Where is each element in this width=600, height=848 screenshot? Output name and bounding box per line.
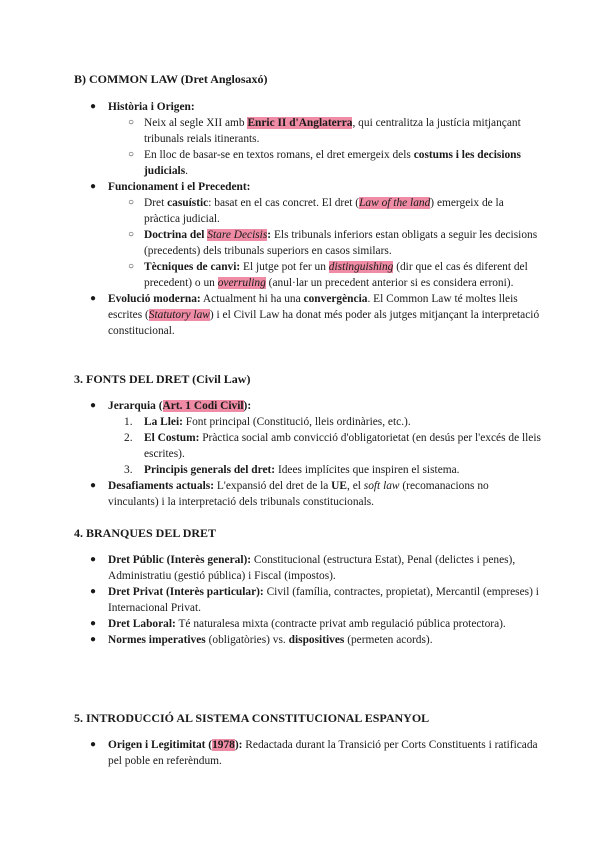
list-item-public-law (0, 552, 600, 584)
text-run: ) emergeix de la pràctica judicial. (144, 197, 504, 225)
text-run: Pràctica social amb convicció d'obligatorietat (en desús per l'excés de lleis escrites). (144, 432, 541, 460)
bold-term: UE (331, 480, 347, 492)
item-label: Història i Origen: (108, 101, 195, 113)
list-item-origin-legitimacy (0, 737, 600, 769)
bullet-icon: ● (90, 618, 97, 629)
bold-term: Normes imperatives (108, 634, 206, 646)
sublist-item-stare-decisis (0, 227, 600, 259)
text-run: Dret (144, 197, 168, 209)
item-label: Dret Públic (Interès general): (108, 554, 252, 566)
numbered-item-principles (0, 462, 600, 478)
list-item-private-law (0, 584, 600, 616)
list-item-challenges (0, 478, 600, 510)
text-run: . (185, 165, 189, 177)
text-run: Actualment hi ha una (200, 293, 304, 305)
bullet-icon: ● (90, 586, 97, 597)
bold-term: El Costum: (144, 432, 200, 444)
highlighted-term: distinguishing (328, 261, 394, 273)
bullet-icon: ● (90, 293, 97, 304)
list-item-modern-evolution (0, 291, 600, 339)
bold-term: Doctrina del (144, 229, 208, 241)
bullet-icon: ● (90, 181, 97, 192)
item-label: Jerarquia ( (108, 400, 163, 412)
text-run: ) i el Civil Law ha donat més poder als jutges mitjançant la interpretació constitucional. (108, 309, 540, 337)
item-label: ): (234, 739, 243, 751)
section-heading-common-law: B) COMMON LAW (Dret Anglosaxó) (74, 72, 268, 86)
list-number: 2. (124, 432, 133, 444)
section-heading-fonts: 3. FONTS DEL DRET (Civil Law) (74, 372, 251, 386)
text-run: , qui centralitza la justícia mitjançant tribunals reials itinerants. (144, 117, 521, 145)
bullet-icon: ● (90, 739, 97, 750)
list-number: 3. (124, 464, 133, 476)
text-run: Font principal (Constitució, lleis ordinàries, etc.). (182, 416, 411, 428)
item-label: Dret Laboral: (108, 618, 176, 630)
item-label: Funcionament i el Precedent: (108, 181, 251, 193)
bold-term: : (267, 229, 272, 241)
bullet-icon: ● (90, 634, 97, 645)
bold-term: Tècniques de canvi: (144, 261, 241, 273)
text-run: En lloc de basar-se en textos romans, el dret emergeix dels (144, 149, 414, 161)
text-run: L'expansió del dret de la (213, 480, 332, 492)
text-run: , el (347, 480, 364, 492)
sublist-item-change-techniques (0, 259, 600, 291)
text-run: Redactada durant la Transició per Corts Constituents i ratificada pel poble en referèndum. (108, 739, 538, 767)
sublist-item-origin (0, 115, 600, 147)
circle-bullet-icon: ○ (128, 149, 135, 160)
text-run: (anul·lar un precedent anterior si es considera erroni). (265, 277, 514, 289)
list-item-precedent (0, 179, 600, 195)
list-number: 1. (124, 416, 133, 428)
item-label: Evolució moderna: (108, 293, 201, 305)
fonts-list (0, 398, 600, 510)
bold-term: Principis generals del dret: (144, 464, 276, 476)
constitutional-list (0, 737, 600, 769)
highlighted-name: Enric II d'Anglaterra (247, 117, 353, 129)
circle-bullet-icon: ○ (128, 229, 135, 240)
circle-bullet-icon: ○ (128, 117, 135, 128)
highlighted-term: Law of the land (359, 197, 431, 209)
item-label: Desafiaments actuals: (108, 480, 214, 492)
bullet-icon: ● (90, 101, 97, 112)
text-run: (permeten acords). (344, 634, 433, 646)
section-heading-branches: 4. BRANQUES DEL DRET (74, 526, 217, 540)
list-item-labour-law (0, 616, 600, 632)
highlighted-term: overruling (217, 277, 266, 289)
bold-term: dispositives (288, 634, 345, 646)
bold-term: casuístic (167, 197, 209, 209)
bold-term: costums i les decisions judicials (144, 149, 521, 177)
text-run: Neix al segle XII amb (144, 117, 248, 129)
sublist-item-casuistic (0, 195, 600, 227)
list-item-hierarchy (0, 398, 600, 414)
numbered-item-custom (0, 430, 600, 462)
text-run: (dir que el cas és diferent del precedent) o un (144, 261, 528, 289)
highlighted-term: Stare Decisis (207, 229, 268, 241)
list-item-norms (0, 632, 600, 648)
bullet-icon: ● (90, 554, 97, 565)
section-heading-constitutional: 5. INTRODUCCIÓ AL SISTEMA CONSTITUCIONAL ESPANYOL (74, 711, 430, 725)
bold-term: convergència (303, 293, 368, 305)
bullet-icon: ● (90, 400, 97, 411)
branches-list (0, 552, 600, 648)
list-item-history (0, 99, 600, 115)
sublist-item-customs (0, 147, 600, 179)
text-run: Idees implícites que inspiren el sistema. (275, 464, 460, 476)
numbered-item-law (0, 414, 600, 430)
text-run: (recomanacions no vinculants) i la interpretació dels tribunals constitucionals. (108, 480, 489, 508)
text-run: . El Common Law té moltes lleis escrites ( (108, 293, 518, 321)
circle-bullet-icon: ○ (128, 261, 135, 272)
text-run: Constitucional (estructura Estat), Penal (delictes i penes), Administratiu (gestió pública) i Fiscal (impostos). (108, 554, 516, 582)
item-label: Origen i Legitimitat ( (108, 739, 213, 751)
bold-term: La Llei: (144, 416, 183, 428)
highlighted-term: Art. 1 Codi Civil (162, 400, 244, 412)
bullet-icon: ● (90, 480, 97, 491)
italic-term: soft law (363, 480, 400, 492)
common-law-list (0, 99, 600, 339)
text-run: (obligatòries) vs. (205, 634, 289, 646)
text-run: Té naturalesa mixta (contracte privat amb regulació pública protectora). (175, 618, 506, 630)
text-run: El jutge pot fer un (240, 261, 329, 273)
text-run: Els tribunals inferiors estan obligats a seguir les decisions (precedents) dels tribunals superiors en casos similars. (144, 229, 538, 257)
text-run: : basat en el cas concret. El dret ( (208, 197, 360, 209)
text-run: Civil (família, contractes, propietat), Mercantil (empreses) i Internacional Privat. (108, 586, 539, 614)
item-label: ): (243, 400, 252, 412)
highlighted-term: Statutory law (148, 309, 210, 321)
highlighted-year: 1978 (212, 739, 235, 751)
circle-bullet-icon: ○ (128, 197, 135, 208)
item-label: Dret Privat (Interès particular): (108, 586, 264, 598)
